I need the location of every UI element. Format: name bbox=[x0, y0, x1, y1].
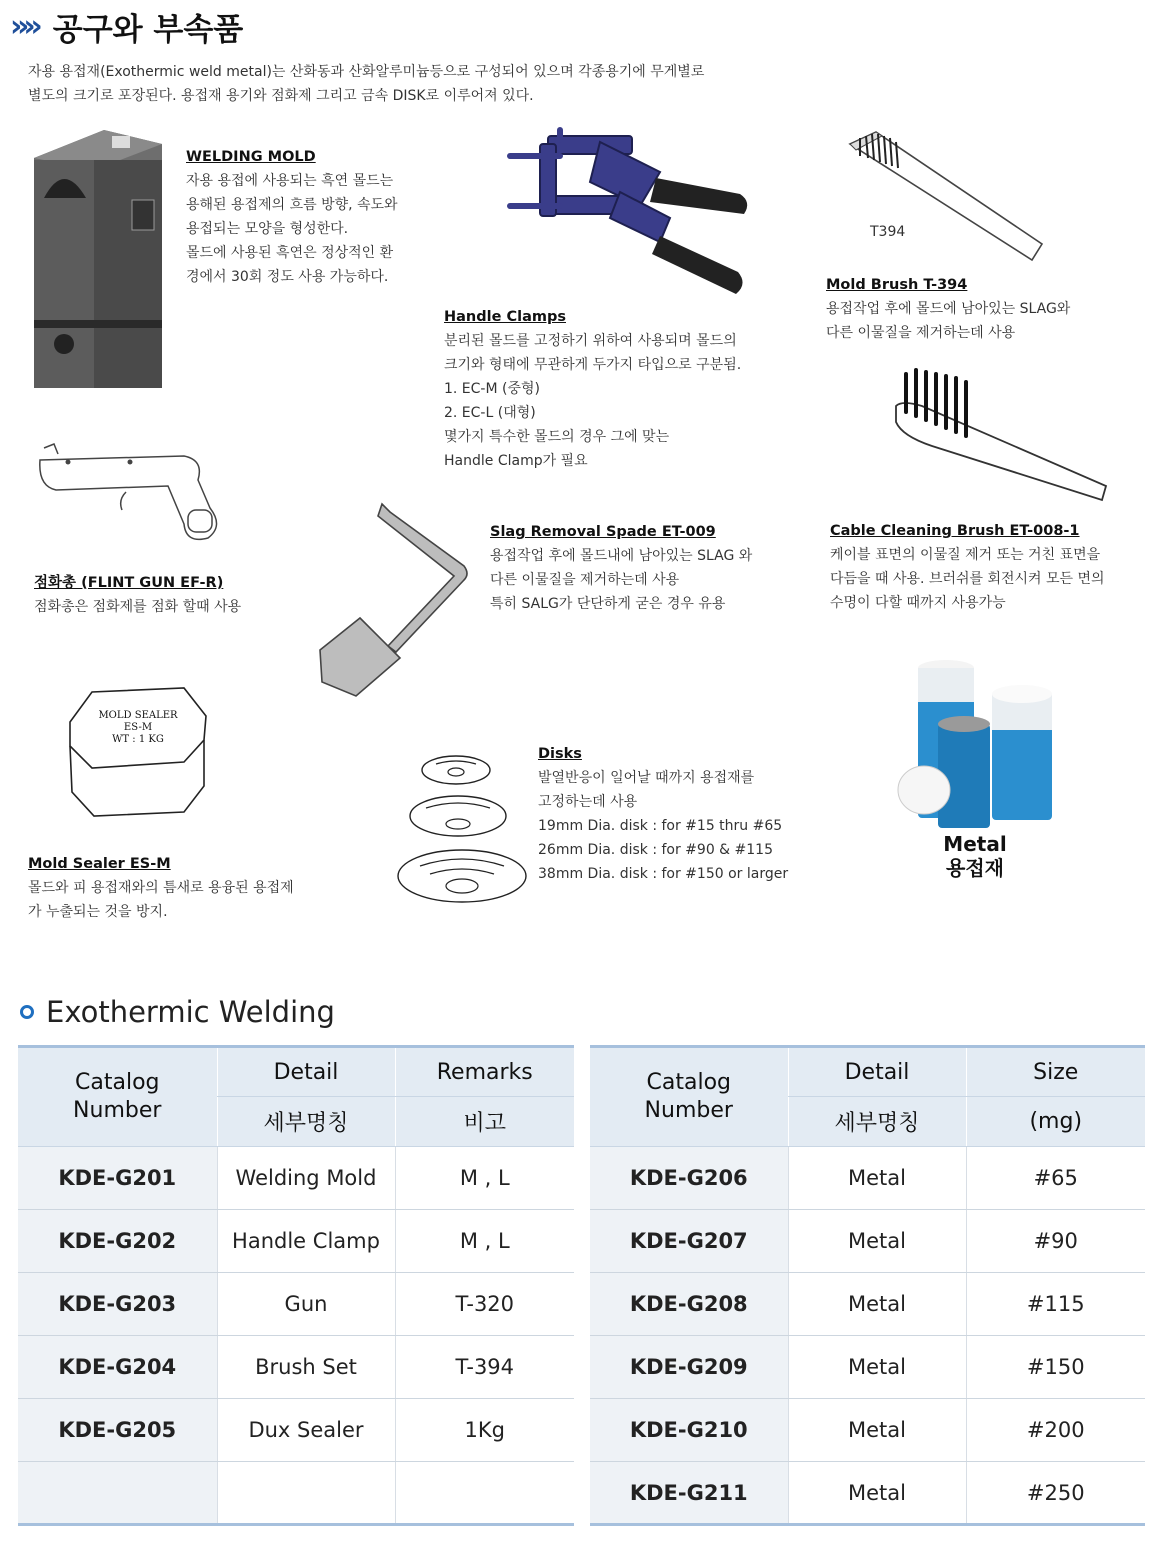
catalog-number-cell bbox=[18, 1462, 217, 1525]
circle-bullet-icon bbox=[20, 1005, 34, 1019]
handle-clamps-desc: 분리된 몰드를 고정하기 위하여 사용되며 몰드의 크기와 형태에 무관하게 두가지 타입으로 구분됨. 1. EC-M (중형) 2. EC-L (대형) 몇가지 특수한 몰드의 경우 그에 맞는 Handle Clamp가 필요 bbox=[444, 333, 742, 469]
mold-brush-desc: 용접작업 후에 몰드에 남아있는 SLAG와 다른 이물질을 제거하는데 사용 bbox=[826, 301, 1071, 341]
detail-cell: Metal bbox=[788, 1399, 966, 1462]
metal-label-line-1: Metal bbox=[943, 832, 1007, 856]
flint-gun-desc: 점화총은 점화제를 점화 할때 사용 bbox=[34, 599, 242, 615]
handle-clamps-block bbox=[444, 305, 814, 473]
disks-title: Disks bbox=[538, 746, 582, 762]
table-row bbox=[590, 1147, 1145, 1210]
double-chevron-icon: »» bbox=[10, 8, 37, 44]
slag-spade-title: Slag Removal Spade ET-009 bbox=[490, 524, 716, 540]
detail-cell bbox=[217, 1462, 395, 1525]
intro-line-1: 자용 용접재(Exothermic weld metal)는 산화동과 산화알루미늄등으로 구성되어 있으며 각종용기에 무게별로 bbox=[28, 64, 705, 80]
value-cell: T-320 bbox=[395, 1273, 574, 1336]
handle-clamp-image bbox=[500, 122, 760, 307]
detail-cell: Gun bbox=[217, 1273, 395, 1336]
catalog-number-header: Catalog Number bbox=[18, 1047, 217, 1147]
flint-gun-title: 점화총 (FLINT GUN EF-R) bbox=[34, 575, 224, 591]
table-row bbox=[18, 1462, 574, 1525]
welding-mold-block bbox=[186, 145, 446, 289]
metal-label-line-2: 용접재 bbox=[946, 856, 1004, 880]
value-cell: #65 bbox=[966, 1147, 1145, 1210]
catalog-number-cell: KDE-G203 bbox=[18, 1273, 217, 1336]
catalog-number-cell: KDE-G211 bbox=[590, 1462, 788, 1525]
metal-label bbox=[915, 832, 1035, 880]
detail-header: Detail bbox=[788, 1047, 966, 1097]
catalog-number-cell: KDE-G204 bbox=[18, 1336, 217, 1399]
section-heading bbox=[20, 994, 335, 1030]
welding-mold-image bbox=[34, 130, 164, 390]
detail-cell: Metal bbox=[788, 1210, 966, 1273]
catalog-number-cell: KDE-G202 bbox=[18, 1210, 217, 1273]
page-title: 공구와 부속품 bbox=[52, 11, 244, 48]
detail-header-ko: 세부명칭 bbox=[217, 1097, 395, 1147]
mold-brush-code-label: T394 bbox=[870, 224, 906, 240]
catalog-table-left bbox=[18, 1045, 574, 1526]
disks-image bbox=[396, 750, 532, 910]
value-cell bbox=[395, 1462, 574, 1525]
detail-cell: Dux Sealer bbox=[217, 1399, 395, 1462]
remarks-header-ko: 비고 bbox=[395, 1097, 574, 1147]
mold-brush-title: Mold Brush T-394 bbox=[826, 277, 968, 293]
catalog-number-cell: KDE-G201 bbox=[18, 1147, 217, 1210]
detail-cell: Brush Set bbox=[217, 1336, 395, 1399]
value-cell: #250 bbox=[966, 1462, 1145, 1525]
disks-block bbox=[538, 742, 838, 886]
slag-spade-image bbox=[318, 500, 478, 700]
mold-sealer-desc: 몰드와 피 용접재와의 틈새로 용융된 용접제 가 누출되는 것을 방지. bbox=[28, 880, 294, 920]
table-row bbox=[18, 1336, 574, 1399]
intro-line-2: 별도의 크기로 포장된다. 용접재 용기와 점화제 그리고 금속 DISK로 이루어져 있다. bbox=[28, 88, 534, 104]
cable-brush-block bbox=[830, 519, 1155, 615]
size-header: Size bbox=[966, 1047, 1145, 1097]
mold-brush-block bbox=[826, 273, 1146, 345]
catalog-number-cell: KDE-G207 bbox=[590, 1210, 788, 1273]
table-row bbox=[18, 1147, 574, 1210]
flint-gun-image bbox=[34, 440, 224, 544]
value-cell: #150 bbox=[966, 1336, 1145, 1399]
table-row bbox=[590, 1399, 1145, 1462]
flint-gun-block bbox=[34, 571, 324, 619]
cable-brush-image bbox=[892, 366, 1112, 506]
slag-spade-desc: 용접작업 후에 몰드내에 남아있는 SLAG 와 다른 이물질을 제거하는데 사용 특히 SALG가 단단하게 굳은 경우 유용 bbox=[490, 548, 753, 612]
detail-cell: Metal bbox=[788, 1273, 966, 1336]
table-row bbox=[18, 1210, 574, 1273]
mold-sealer-image bbox=[66, 684, 212, 824]
value-cell: M , L bbox=[395, 1210, 574, 1273]
table-row bbox=[590, 1273, 1145, 1336]
value-cell: M , L bbox=[395, 1147, 574, 1210]
disks-desc: 발열반응이 일어날 때까지 용접재를 고정하는데 사용 19mm Dia. disk : for #15 thru #65 26mm Dia. disk : for #90 & #115 38mm Dia. disk : for #150 or larger bbox=[538, 770, 789, 882]
value-cell: 1Kg bbox=[395, 1399, 574, 1462]
cable-brush-title: Cable Cleaning Brush ET-008-1 bbox=[830, 523, 1080, 539]
catalog-number-cell: KDE-G209 bbox=[590, 1336, 788, 1399]
page-heading bbox=[10, 6, 243, 46]
welding-mold-title: WELDING MOLD bbox=[186, 149, 316, 165]
mold-sealer-label-3: WT : 1 KG bbox=[112, 734, 164, 745]
size-header-ko: (mg) bbox=[966, 1097, 1145, 1147]
catalog-number-cell: KDE-G208 bbox=[590, 1273, 788, 1336]
detail-cell: Handle Clamp bbox=[217, 1210, 395, 1273]
welding-mold-desc: 자용 용접에 사용되는 흑연 몰드는 용해된 용접제의 흐름 방향, 속도와 용접되는 모양을 형성한다. 몰드에 사용된 흑연은 정상적인 환 경에서 30회 정도 사용 가능하다. bbox=[186, 173, 398, 285]
table-row bbox=[590, 1336, 1145, 1399]
cable-brush-desc: 케이블 표면의 이물질 제거 또는 거친 표면을 다듬을 때 사용. 브러쉬를 회전시켜 모든 면의 수명이 다할 때까지 사용가능 bbox=[830, 547, 1105, 611]
mold-sealer-block bbox=[28, 852, 348, 924]
detail-header: Detail bbox=[217, 1047, 395, 1097]
mold-brush-image bbox=[846, 122, 1046, 272]
mold-sealer-label-1: MOLD SEALER bbox=[98, 710, 178, 721]
mold-sealer-title: Mold Sealer ES-M bbox=[28, 856, 171, 872]
mold-sealer-label-2: ES-M bbox=[123, 722, 153, 733]
table-row bbox=[18, 1399, 574, 1462]
value-cell: T-394 bbox=[395, 1336, 574, 1399]
detail-cell: Welding Mold bbox=[217, 1147, 395, 1210]
metal-cups-image bbox=[896, 654, 1060, 834]
value-cell: #90 bbox=[966, 1210, 1145, 1273]
intro-text bbox=[28, 60, 828, 108]
detail-cell: Metal bbox=[788, 1147, 966, 1210]
section-title: Exothermic Welding bbox=[46, 995, 335, 1029]
table-row bbox=[590, 1462, 1145, 1525]
detail-header-ko: 세부명칭 bbox=[788, 1097, 966, 1147]
catalog-number-cell: KDE-G205 bbox=[18, 1399, 217, 1462]
slag-spade-block bbox=[490, 520, 810, 616]
remarks-header: Remarks bbox=[395, 1047, 574, 1097]
handle-clamps-title: Handle Clamps bbox=[444, 309, 566, 325]
catalog-table-right bbox=[590, 1045, 1145, 1526]
catalog-number-cell: KDE-G210 bbox=[590, 1399, 788, 1462]
catalog-number-header: Catalog Number bbox=[590, 1047, 788, 1147]
table-row bbox=[590, 1210, 1145, 1273]
value-cell: #200 bbox=[966, 1399, 1145, 1462]
table-row bbox=[18, 1273, 574, 1336]
detail-cell: Metal bbox=[788, 1336, 966, 1399]
catalog-number-cell: KDE-G206 bbox=[590, 1147, 788, 1210]
detail-cell: Metal bbox=[788, 1462, 966, 1525]
value-cell: #115 bbox=[966, 1273, 1145, 1336]
